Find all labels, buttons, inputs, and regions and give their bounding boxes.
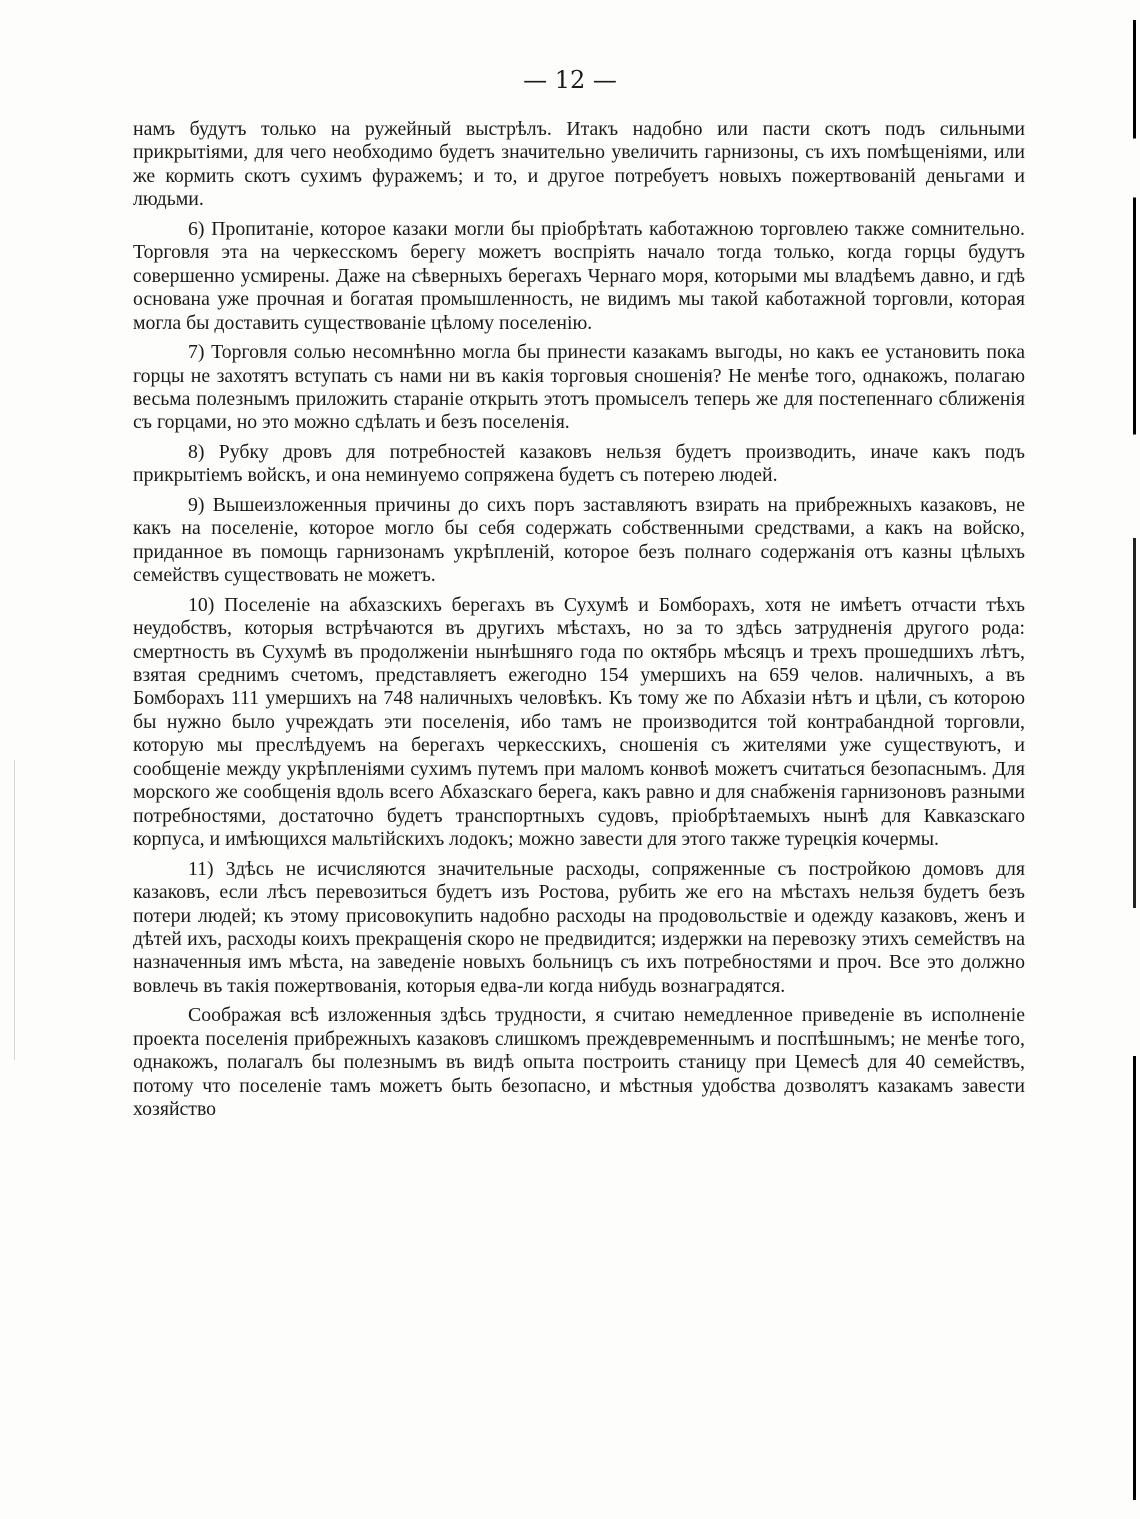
paragraph-8: 8) Рубку дровъ для потребностей казаковъ нельзя будетъ производить, иначе какъ подъ прикрытіемъ войскъ, и она неминуемо сопряжена будетъ съ потерею людей. [133,440,1025,487]
scan-edge-mark [1133,20,1136,1500]
paragraph-6: 6) Пропитаніе, которое казаки могли бы пріобрѣтать каботажною торговлею также сомнительно. Торговля эта на черкесскомъ берегу можетъ воспріять начало тогда только, когда горцы будутъ совершенно усмирены. Даже на сѣверныхъ берегахъ Чернаго моря, которыми мы владѣемъ давно, и гдѣ основана уже прочная и богатая промышленность, не видимъ мы такой каботажной торговли, которая могла бы доставить существованіе цѣлому поселенію. [133,217,1025,334]
scan-fold-line [14,760,15,1060]
paragraph-11: 11) Здѣсь не исчисляются значительные расходы, сопряженные съ постройкою домовъ для казаковъ, если лѣсъ перевозиться будетъ изъ Ростова, рубить же его на мѣстахъ нельзя будетъ безъ потери людей; къ этому присовокупить надобно расходы на продовольствіе и одежду казаковъ, женъ и дѣтей ихъ, расходы коихъ прекращенія скоро не предвидится; издержки на перевозку этихъ семействъ на назначенныя имъ мѣста, на заведеніе новыхъ больницъ съ ихъ потребностями и проч. Все это должно вовлечь въ такія пожертвованія, которыя едва-ли когда нибудь вознаградятся. [133,857,1025,997]
paragraph-7: 7) Торговля солью несомнѣнно могла бы принести казакамъ выгоды, но какъ ее установить пока горцы не захотятъ вступать съ нами ни въ какія торговыя сношенія? Не менѣе того, однакожъ, полагаю весьма полезнымъ приложить стараніе открыть этотъ промыселъ теперь же для постепеннаго сближенія съ горцами, но это можно сдѣлать и безъ поселенія. [133,341,1025,434]
paragraph-conclusion: Соображая всѣ изложенныя здѣсь трудности, я считаю немедленное приведеніе въ исполненіе проекта поселенія прибрежныхъ казаковъ слишкомъ преждевременнымъ и поспѣшнымъ; не менѣе того, однакожъ, полагалъ бы полезнымъ въ видѣ опыта построить станицу при Цемесѣ для 40 семействъ, потому что поселеніе тамъ можетъ быть безопасно, и мѣстныя удобства дозволятъ казакамъ завести хозяйство [133,1004,1025,1121]
paragraph-continuation: намъ будутъ только на ружейный выстрѣлъ. Итакъ надобно или пасти скотъ подъ сильными прикрытіями, для чего необходимо будетъ значительно увеличить гарнизоны, съ ихъ помѣщеніями, или же кормить скотъ сухимъ фуражемъ; и то, и другое потребуетъ новыхъ пожертвованій деньгами и людьми. [133,118,1025,211]
body-text [133,118,1025,1128]
paragraph-9: 9) Вышеизложенныя причины до сихъ поръ заставляютъ взирать на прибрежныхъ казаковъ, не какъ на поселеніе, которое могло бы себя содержать собственными средствами, а какъ на войско, приданное въ помощь гарнизонамъ укрѣпленій, которое безъ полнаго содержанія отъ казны цѣлыхъ семействъ существовать не можетъ. [133,493,1025,587]
page-number: — 12 — [523,66,617,94]
paragraph-10: 10) Поселеніе на абхазскихъ берегахъ въ Сухумѣ и Бомборахъ, хотя не имѣетъ отчасти тѣхъ неудобствъ, которыя встрѣчаются въ другихъ мѣстахъ, но за то здѣсь затрудненія другого рода: смертность въ Сухумѣ въ продолженіи нынѣшняго года по октябрь мѣсяцъ и трехъ прошедшихъ лѣтъ, взятая среднимъ счетомъ, представляетъ ежегодно 154 умершихъ на 659 челов. наличныхъ, а въ Бомборахъ 111 умершихъ на 748 наличныхъ человѣкъ. Къ тому же по Абхазіи нѣтъ и цѣли, съ которою бы нужно было учреждать эти поселенія, ибо тамъ не производится той контрабандной торговли, которую мы преслѣдуемъ на берегахъ черкесскихъ, сношенія съ жителями уже существуютъ, и сообщеніе между укрѣпленіями сухимъ путемъ при маломъ конвоѣ можетъ считаться безопаснымъ. Для морского же сообщенія вдоль всего Абхазскаго берега, какъ равно и для снабженія гарнизоновъ разными потребностями, достаточно будетъ транспортныхъ судовъ, пріобрѣтаемыхъ нынѣ для Кавказскаго корпуса, и имѣющихся мальтійскихъ лодокъ; можно завести для этого также турецкія кочермы. [133,593,1025,851]
